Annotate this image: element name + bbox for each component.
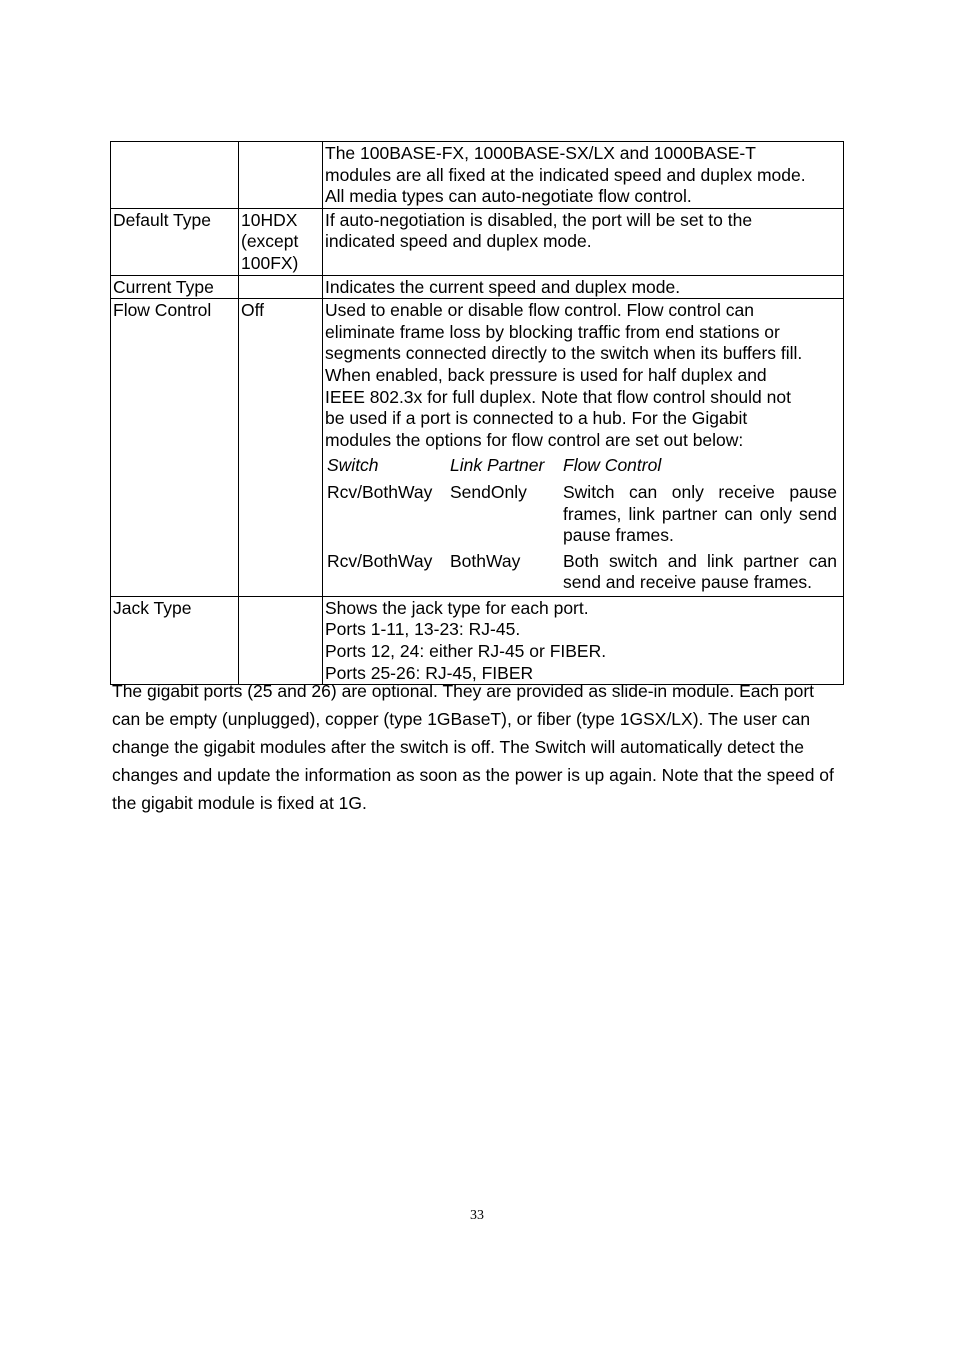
parameter-default: 10HDX (except 100FX) (239, 208, 323, 275)
option-flow-control: Switch can only receive pause frames, link partner can only send pause frames. (563, 481, 837, 546)
option-switch: Rcv/BothWay (327, 481, 433, 502)
parameter-default: Off (239, 299, 323, 597)
parameter-description: The 100BASE-FX, 1000BASE-SX/LX and 1000BASE-T modules are all fixed at the indicated speed and duplex mode. All media types can auto-negotiate flow control. (323, 142, 844, 209)
parameter-description: Used to enable or disable flow control. Flow control can eliminate frame loss by blocking traffic from end stations or segments connected directly to the switch when its buffers fill. When enabled, back pressure is used for half duplex and IEEE 802.3x for full duplex. Note that flow control should not be used if a port is connected to a hub. For the Gigabit modules the options for flow control are set out below: (325, 300, 803, 450)
table-row (111, 142, 844, 209)
options-header-flow-control: Flow Control (563, 455, 662, 476)
parameter-description-cell (323, 299, 844, 597)
parameter-name: Current Type (111, 275, 239, 299)
parameter-default (239, 596, 323, 684)
gigabit-ports-note: The gigabit ports (25 and 26) are optional. They are provided as slide-in module. Each port can be empty (unplugged), copper (type 1GBaseT), or fiber (type 1GSX/LX). The user can change the gigabit modules after the switch is off. The Switch will automatically detect the changes and update the information as soon as the power is up again. Note that the speed of the gigabit module is fixed at 1G. (112, 681, 834, 813)
parameter-name: Jack Type (111, 596, 239, 684)
options-header-switch: Switch (327, 455, 379, 476)
option-switch: Rcv/BothWay (327, 550, 433, 571)
parameter-description: Shows the jack type for each port. Ports 1-11, 13-23: RJ-45. Ports 12, 24: either RJ-45 or FIBER. Ports 25-26: RJ-45, FIBER (323, 596, 844, 684)
options-header-link-partner: Link Partner (450, 455, 545, 476)
flow-control-options (327, 455, 837, 594)
table-row (111, 596, 844, 684)
parameter-name (111, 142, 239, 209)
parameter-default (239, 275, 323, 299)
parameter-name: Default Type (111, 208, 239, 275)
option-link-partner: SendOnly (450, 481, 527, 502)
table-row (111, 275, 844, 299)
parameter-description: Indicates the current speed and duplex mode. (323, 275, 844, 299)
parameter-description: If auto-negotiation is disabled, the port will be set to the indicated speed and duplex mode. (323, 208, 844, 275)
parameter-default (239, 142, 323, 209)
table-row (111, 299, 844, 597)
parameter-name: Flow Control (111, 299, 239, 597)
option-link-partner: BothWay (450, 550, 521, 571)
page-number: 33 (470, 1208, 484, 1223)
option-flow-control: Both switch and link partner can send and receive pause frames. (563, 550, 837, 593)
port-parameters-table (110, 141, 844, 685)
table-row (111, 208, 844, 275)
